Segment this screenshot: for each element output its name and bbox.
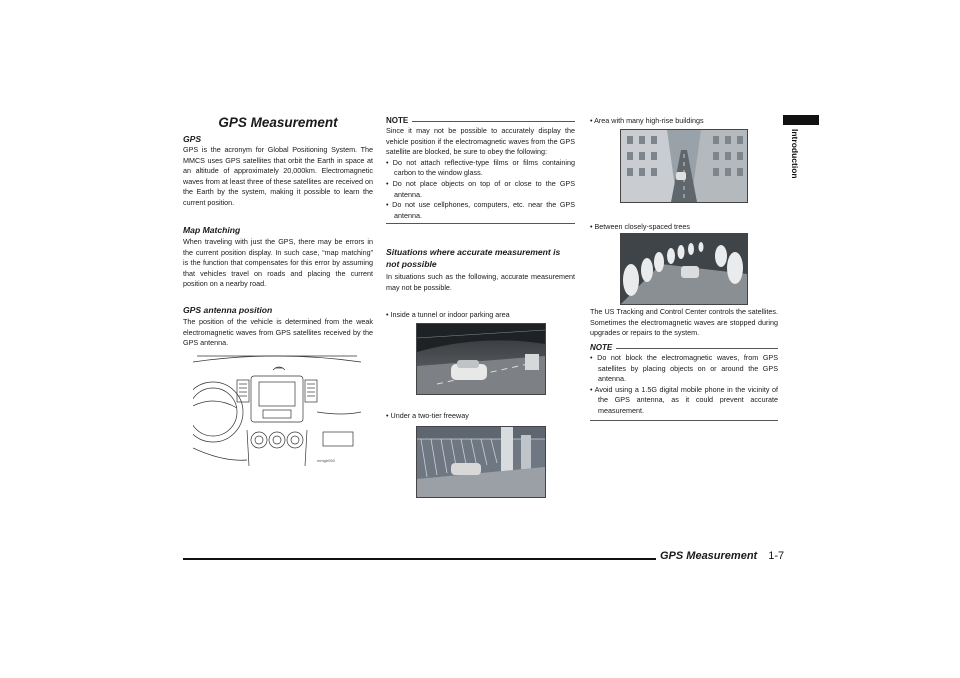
note-1-bullet: • Do not attach reflective-type films or films containing carbon to the window glass. bbox=[386, 157, 575, 178]
map-matching-heading: Map Matching bbox=[183, 225, 241, 235]
page-number: 1-7 bbox=[768, 550, 785, 562]
note-2-rule bbox=[616, 348, 778, 349]
trees-image bbox=[620, 233, 748, 305]
note-1-bullet: • Do not place objects on top of or close to the GPS antenna. bbox=[386, 178, 575, 199]
situation-item-tunnel: • Inside a tunnel or indoor parking area bbox=[386, 310, 510, 319]
dashboard-illustration bbox=[193, 352, 361, 466]
tracking-body: The US Tracking and Control Center controls the satellites. Sometimes the electromagnetic waves are stopped during upgrades or repairs to the system. bbox=[590, 307, 778, 338]
freeway-image bbox=[416, 426, 546, 498]
note-2 bbox=[590, 343, 778, 421]
note-2-bullet: • Do not block the electromagnetic waves, from GPS satellites by placing objects on or around the GPS antenna. bbox=[590, 353, 778, 384]
footer-rule bbox=[183, 558, 656, 560]
dashboard-drawing bbox=[193, 352, 361, 466]
tunnel-drawing bbox=[417, 324, 545, 394]
trees-drawing bbox=[621, 234, 747, 304]
footer bbox=[660, 550, 784, 562]
section-tab-marker bbox=[783, 115, 819, 125]
note-2-bullet: • Avoid using a 1.5G digital mobile phone in the vicinity of the GPS antenna, as it could prevent accurate measurement. bbox=[590, 384, 778, 415]
gps-heading: GPS bbox=[183, 134, 202, 144]
note-1-intro: Since it may not be possible to accurately display the vehicle position if the electromagnetic waves from the GPS satellite are blocked, be sure to obey the following: bbox=[386, 126, 575, 157]
antenna-body: The position of the vehicle is determined from the weak electromagnetic waves from GPS satellites received by the GPS antenna. bbox=[183, 317, 373, 348]
situation-item-freeway: • Under a two-tier freeway bbox=[386, 411, 469, 420]
note-2-end-rule bbox=[590, 420, 778, 421]
situations-body: In situations such as the following, accurate measurement may not be possible. bbox=[386, 272, 575, 292]
page-title: GPS Measurement bbox=[218, 115, 338, 130]
side-tab-label: Introduction bbox=[790, 129, 800, 179]
figure-code: mmgb050 bbox=[317, 458, 335, 463]
map-matching-body: When traveling with just the GPS, there may be errors in the current position display. In such case, “map matching” is the function that compensates for this error by assuming that vehicles travel on roads and placing the current position on a nearby road. bbox=[183, 237, 373, 289]
tunnel-image bbox=[416, 323, 546, 395]
situations-heading: Situations where accurate measurement is not possible bbox=[386, 247, 561, 269]
buildings-drawing bbox=[621, 130, 747, 202]
situation-item-trees: • Between closely-spaced trees bbox=[590, 222, 690, 231]
antenna-heading: GPS antenna position bbox=[183, 305, 273, 315]
note-1-bullet: • Do not use cellphones, computers, etc. near the GPS antenna. bbox=[386, 200, 575, 220]
note-1-label: NOTE bbox=[386, 115, 409, 125]
buildings-image bbox=[620, 129, 748, 203]
freeway-drawing bbox=[417, 427, 545, 497]
situation-item-buildings: • Area with many high-rise buildings bbox=[590, 116, 704, 125]
note-2-label: NOTE bbox=[590, 342, 613, 352]
note-1-rule bbox=[412, 121, 575, 122]
note-1 bbox=[386, 116, 575, 224]
footer-section-title: GPS Measurement bbox=[660, 550, 758, 562]
note-1-end-rule bbox=[386, 223, 575, 224]
gps-body: GPS is the acronym for Global Positioning System. The MMCS uses GPS satellites that orbit the Earth in space at an altitude of approximately 20,000km. Electromagnetic waves from at least three of these satellites are received on the Earth by the system, making it possible to learn the current position. bbox=[183, 145, 373, 207]
